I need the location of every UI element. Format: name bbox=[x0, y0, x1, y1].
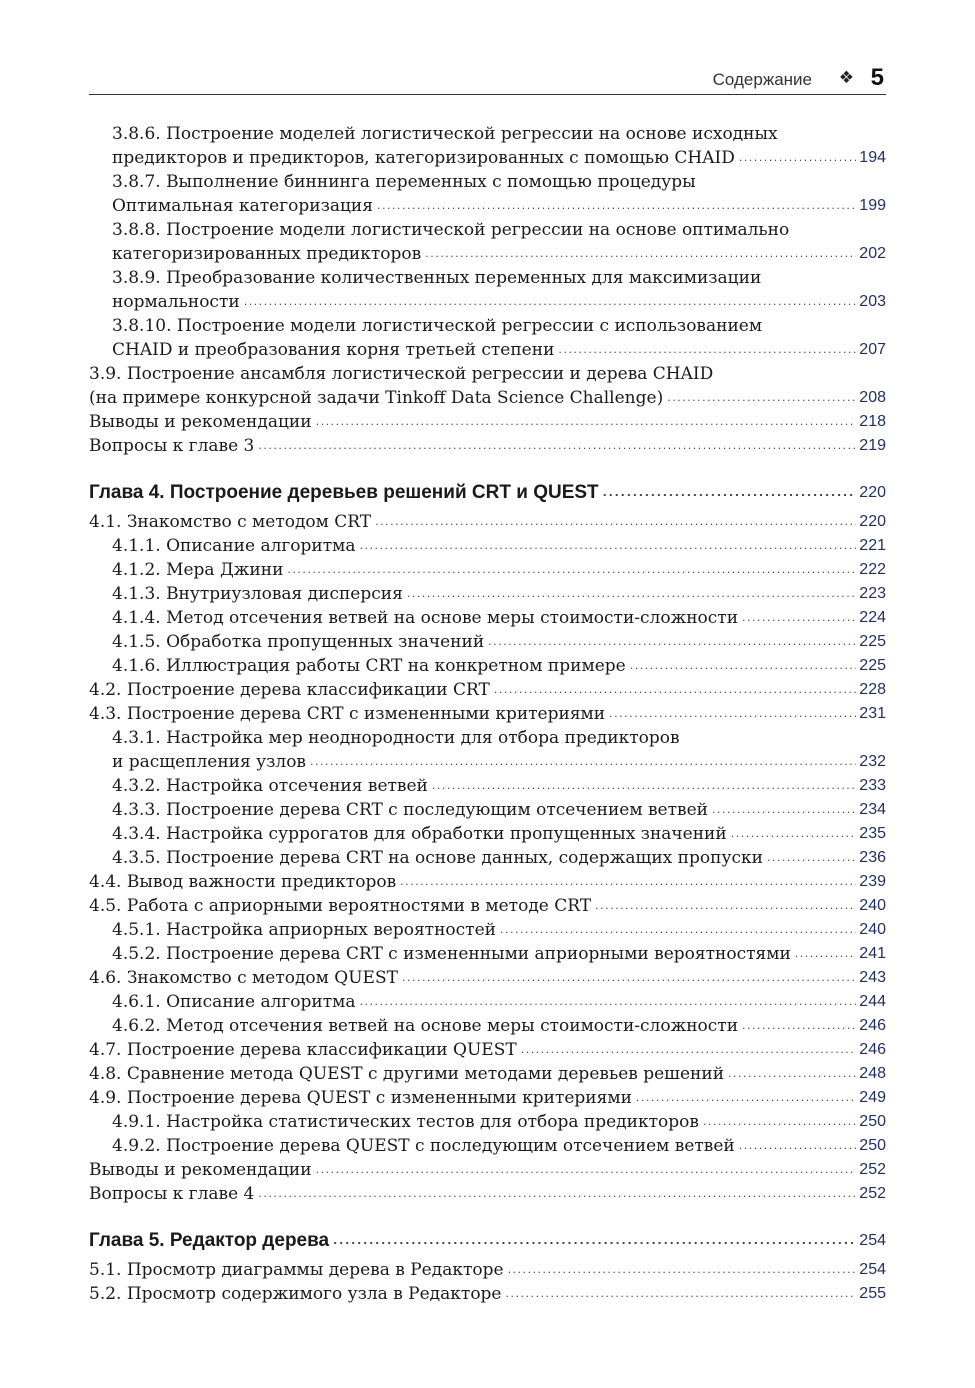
toc-page-number[interactable]: 252 bbox=[859, 1185, 886, 1202]
toc-entry-title: (на примере конкурсной задачи Tinkoff Data Science Challenge) bbox=[89, 388, 664, 408]
toc-page-number[interactable]: 221 bbox=[859, 537, 886, 554]
toc-page-number[interactable]: 223 bbox=[859, 585, 886, 602]
toc-entry-title: 3.8.7. Выполнение биннинга переменных с помощью процедуры bbox=[112, 172, 696, 192]
toc-entry[interactable] bbox=[89, 362, 886, 410]
toc-entry[interactable] bbox=[89, 606, 886, 630]
toc-entry[interactable] bbox=[89, 966, 886, 990]
toc-page-number[interactable]: 225 bbox=[859, 633, 886, 650]
dot-leader bbox=[375, 510, 856, 534]
dot-leader bbox=[795, 942, 857, 966]
toc-entry-title: 4.7. Построение дерева классификации QUEST bbox=[89, 1040, 517, 1060]
toc-page-number[interactable]: 248 bbox=[859, 1065, 886, 1082]
toc-entry-title: Вопросы к главе 3 bbox=[89, 436, 255, 456]
running-head-title: Содержание bbox=[712, 70, 812, 89]
toc-page-number[interactable]: 234 bbox=[859, 801, 886, 818]
toc-entry-title: 4.4. Вывод важности предикторов bbox=[89, 872, 397, 892]
toc-entry-title: 4.5.1. Настройка априорных вероятностей bbox=[112, 920, 496, 940]
dot-leader bbox=[506, 1282, 857, 1306]
toc-entry[interactable] bbox=[89, 702, 886, 726]
toc-page-number[interactable]: 194 bbox=[859, 149, 886, 166]
toc-entry-title: Выводы и рекомендации bbox=[89, 1160, 312, 1180]
toc-entry[interactable] bbox=[89, 822, 886, 846]
toc-page-number[interactable]: 219 bbox=[859, 437, 886, 454]
toc-entry-title: CHAID и преобразования корня третьей степени bbox=[112, 340, 555, 360]
toc-entry-title: 3.8.8. Построение модели логистической регрессии на основе оптимально bbox=[112, 220, 790, 240]
toc-page-number[interactable]: 254 bbox=[859, 1261, 886, 1278]
toc-entry[interactable] bbox=[89, 434, 886, 458]
toc-entry-title: 4.1. Знакомство с методом CRT bbox=[89, 512, 372, 532]
toc-page-number[interactable]: 231 bbox=[859, 705, 886, 722]
toc-page-number[interactable]: 255 bbox=[859, 1285, 886, 1302]
toc-page-number[interactable]: 254 bbox=[859, 1232, 886, 1249]
toc-entry-title: 4.9. Построение дерева QUEST с измененными критериями bbox=[89, 1088, 632, 1108]
toc-page-number[interactable]: 202 bbox=[859, 245, 886, 262]
toc-page-number[interactable]: 233 bbox=[859, 777, 886, 794]
toc-entry[interactable] bbox=[89, 314, 886, 362]
toc-entry-title: 4.1.6. Иллюстрация работы CRT на конкретном примере bbox=[112, 656, 626, 676]
toc-entry[interactable] bbox=[89, 654, 886, 678]
toc-page-number[interactable]: 252 bbox=[859, 1161, 886, 1178]
dot-leader bbox=[742, 606, 856, 630]
toc-entry-title: Оптимальная категоризация bbox=[112, 196, 373, 216]
toc-entry[interactable] bbox=[89, 1062, 886, 1086]
toc-page-number[interactable]: 240 bbox=[859, 921, 886, 938]
toc-entry[interactable] bbox=[89, 870, 886, 894]
toc-page-number[interactable]: 203 bbox=[859, 293, 886, 310]
toc-entry[interactable] bbox=[89, 1110, 886, 1134]
toc-entry-title: 3.8.10. Построение модели логистической регрессии с использованием bbox=[112, 316, 763, 336]
toc-entry-title: 4.9.1. Настройка статистических тестов для отбора предикторов bbox=[112, 1112, 699, 1132]
dot-leader bbox=[742, 1014, 856, 1038]
toc-entry-title: 4.5. Работа с априорными вероятностями в методе CRT bbox=[89, 896, 592, 916]
toc-entry-title: Вопросы к главе 4 bbox=[89, 1184, 255, 1204]
toc-entry-title: 4.6. Знакомство с методом QUEST bbox=[89, 968, 398, 988]
dot-leader bbox=[636, 1086, 856, 1110]
toc-entry-title: Глава 5. Редактор дерева bbox=[89, 1230, 330, 1251]
dot-leader bbox=[508, 1258, 857, 1282]
dot-leader bbox=[609, 702, 856, 726]
dot-leader bbox=[360, 534, 857, 558]
toc-entry-title: 5.2. Просмотр содержимого узла в Редакторе bbox=[89, 1284, 502, 1304]
dot-leader bbox=[402, 966, 856, 990]
dot-leader bbox=[316, 410, 857, 434]
toc-page-number[interactable]: 241 bbox=[859, 945, 886, 962]
toc-entry[interactable] bbox=[89, 218, 886, 266]
dot-leader bbox=[258, 1182, 856, 1206]
running-head bbox=[89, 66, 886, 95]
toc-page-number[interactable]: 224 bbox=[859, 609, 886, 626]
toc-page-number[interactable]: 228 bbox=[859, 681, 886, 698]
toc-entry-title: 4.3.2. Настройка отсечения ветвей bbox=[112, 776, 428, 796]
toc-entry[interactable] bbox=[89, 1158, 886, 1182]
toc-page-number[interactable]: 250 bbox=[859, 1137, 886, 1154]
toc-entry[interactable] bbox=[89, 918, 886, 942]
toc-page-number[interactable]: 225 bbox=[859, 657, 886, 674]
dot-leader bbox=[407, 582, 856, 606]
toc-page-number[interactable]: 243 bbox=[859, 969, 886, 986]
toc-entry[interactable] bbox=[89, 846, 886, 870]
toc-entry[interactable] bbox=[89, 510, 886, 534]
dot-leader bbox=[488, 630, 856, 654]
toc-entry[interactable] bbox=[89, 1086, 886, 1110]
toc-entry-title: 3.8.9. Преобразование количественных переменных для максимизации bbox=[112, 268, 762, 288]
dot-leader bbox=[739, 1134, 857, 1158]
toc-entry[interactable] bbox=[89, 774, 886, 798]
dot-leader bbox=[500, 918, 856, 942]
dot-leader bbox=[494, 678, 856, 702]
toc-entry-title: 4.3.1. Настройка мер неоднородности для отбора предикторов bbox=[112, 728, 680, 748]
toc-page-number[interactable]: 207 bbox=[859, 341, 886, 358]
toc-entry-title: 4.1.4. Метод отсечения ветвей на основе меры стоимости-сложности bbox=[112, 608, 739, 628]
toc-entry[interactable] bbox=[89, 798, 886, 822]
toc-entry[interactable] bbox=[89, 122, 886, 170]
dot-leader bbox=[603, 480, 857, 506]
toc-entry-title: нормальности bbox=[112, 292, 240, 312]
toc-entry-title: категоризированных предикторов bbox=[112, 244, 422, 264]
toc-entry[interactable] bbox=[89, 266, 886, 314]
dot-leader bbox=[377, 194, 856, 218]
toc-entry[interactable] bbox=[89, 726, 886, 774]
dot-leader bbox=[739, 146, 856, 170]
toc-page-number[interactable]: 208 bbox=[859, 389, 886, 406]
toc-entry[interactable] bbox=[89, 894, 886, 918]
dot-leader bbox=[360, 990, 857, 1014]
page-number: 5 bbox=[870, 64, 884, 91]
toc-page-number[interactable]: 220 bbox=[859, 513, 886, 530]
toc-page-number[interactable]: 236 bbox=[859, 849, 886, 866]
toc-entry-title: 4.2. Построение дерева классификации CRT bbox=[89, 680, 490, 700]
toc-page-number[interactable]: 240 bbox=[859, 897, 886, 914]
toc-entry-title: 4.6.1. Описание алгоритма bbox=[112, 992, 356, 1012]
dot-leader bbox=[667, 386, 856, 410]
toc-entry[interactable] bbox=[89, 1258, 886, 1282]
toc-page-number[interactable]: 244 bbox=[859, 993, 886, 1010]
dot-leader bbox=[432, 774, 856, 798]
toc-entry-title: 4.3.5. Построение дерева CRT на основе данных, содержащих пропуски bbox=[112, 848, 763, 868]
dot-leader bbox=[316, 1158, 857, 1182]
toc-entry[interactable] bbox=[89, 990, 886, 1014]
toc-entry-title: предикторов и предикторов, категоризированных с помощью CHAID bbox=[112, 148, 735, 168]
toc-page-number[interactable]: 249 bbox=[859, 1089, 886, 1106]
dot-leader bbox=[703, 1110, 856, 1134]
toc-entry-title: 3.9. Построение ансамбля логистической регрессии и дерева CHAID bbox=[89, 364, 714, 384]
toc-page-number[interactable]: 220 bbox=[859, 484, 886, 501]
toc-entry-title: 4.3. Построение дерева CRT с измененными критериями bbox=[89, 704, 606, 724]
toc-entry-title: 4.1.5. Обработка пропущенных значений bbox=[112, 632, 485, 652]
toc-entry-title: 5.1. Просмотр диаграммы дерева в Редакторе bbox=[89, 1260, 504, 1280]
ornament-icon: ❖ bbox=[838, 68, 854, 87]
toc-entry[interactable] bbox=[89, 942, 886, 966]
dot-leader bbox=[712, 798, 856, 822]
toc-page-number[interactable]: 232 bbox=[859, 753, 886, 770]
toc-chapter-entry[interactable] bbox=[89, 480, 886, 506]
toc-entry-title: 4.9.2. Построение дерева QUEST с последующим отсечением ветвей bbox=[112, 1136, 735, 1156]
toc-entry-title: 4.1.2. Мера Джини bbox=[112, 560, 284, 580]
dot-leader bbox=[258, 434, 856, 458]
toc-entry[interactable] bbox=[89, 1282, 886, 1306]
toc-entry-title: 4.1.3. Внутриузловая дисперсия bbox=[112, 584, 403, 604]
toc-entry[interactable] bbox=[89, 1134, 886, 1158]
toc-entry[interactable] bbox=[89, 630, 886, 654]
toc-entry[interactable] bbox=[89, 534, 886, 558]
toc-page-number[interactable]: 222 bbox=[859, 561, 886, 578]
toc-entry-title: 4.6.2. Метод отсечения ветвей на основе меры стоимости-сложности bbox=[112, 1016, 739, 1036]
dot-leader bbox=[244, 290, 857, 314]
toc-chapter-entry[interactable] bbox=[89, 1228, 886, 1254]
toc-page-number[interactable]: 239 bbox=[859, 873, 886, 890]
dot-leader bbox=[728, 1062, 856, 1086]
dot-leader bbox=[521, 1038, 857, 1062]
toc-entry-title: 3.8.6. Построение моделей логистической регрессии на основе исходных bbox=[112, 124, 778, 144]
toc-entry-title: Выводы и рекомендации bbox=[89, 412, 312, 432]
toc-entry-title: и расщепления узлов bbox=[112, 752, 306, 772]
dot-leader bbox=[310, 750, 856, 774]
toc-entry-title: 4.3.3. Построение дерева CRT с последующим отсечением ветвей bbox=[112, 800, 708, 820]
toc-entry[interactable] bbox=[89, 1182, 886, 1206]
toc-page-number[interactable]: 250 bbox=[859, 1113, 886, 1130]
dot-leader bbox=[425, 242, 856, 266]
toc-entry-title: 4.8. Сравнение метода QUEST с другими методами деревьев решений bbox=[89, 1064, 725, 1084]
dot-leader bbox=[287, 558, 856, 582]
dot-leader bbox=[731, 822, 857, 846]
dot-leader bbox=[333, 1228, 856, 1254]
toc-entry-title: Глава 4. Построение деревьев решений CRT и QUEST bbox=[89, 482, 599, 503]
toc-entry-title: 4.5.2. Построение дерева CRT с измененными априорными вероятностями bbox=[112, 944, 791, 964]
toc-page-number[interactable]: 235 bbox=[859, 825, 886, 842]
toc-entry[interactable] bbox=[89, 170, 886, 218]
dot-leader bbox=[595, 894, 856, 918]
toc-entry[interactable] bbox=[89, 678, 886, 702]
toc-entry-title: 4.3.4. Настройка суррогатов для обработки пропущенных значений bbox=[112, 824, 727, 844]
toc-entry[interactable] bbox=[89, 582, 886, 606]
toc-entry[interactable] bbox=[89, 558, 886, 582]
toc-page-number[interactable]: 199 bbox=[859, 197, 886, 214]
table-of-contents bbox=[89, 122, 886, 1306]
toc-entry[interactable] bbox=[89, 1038, 886, 1062]
dot-leader bbox=[400, 870, 856, 894]
dot-leader bbox=[630, 654, 857, 678]
toc-entry-title: 4.1.1. Описание алгоритма bbox=[112, 536, 356, 556]
toc-entry[interactable] bbox=[89, 410, 886, 434]
dot-leader bbox=[767, 846, 856, 870]
toc-page-number[interactable]: 246 bbox=[859, 1017, 886, 1034]
toc-entry[interactable] bbox=[89, 1014, 886, 1038]
dot-leader bbox=[558, 338, 856, 362]
toc-page-number[interactable]: 246 bbox=[859, 1041, 886, 1058]
toc-page-number[interactable]: 218 bbox=[859, 413, 886, 430]
